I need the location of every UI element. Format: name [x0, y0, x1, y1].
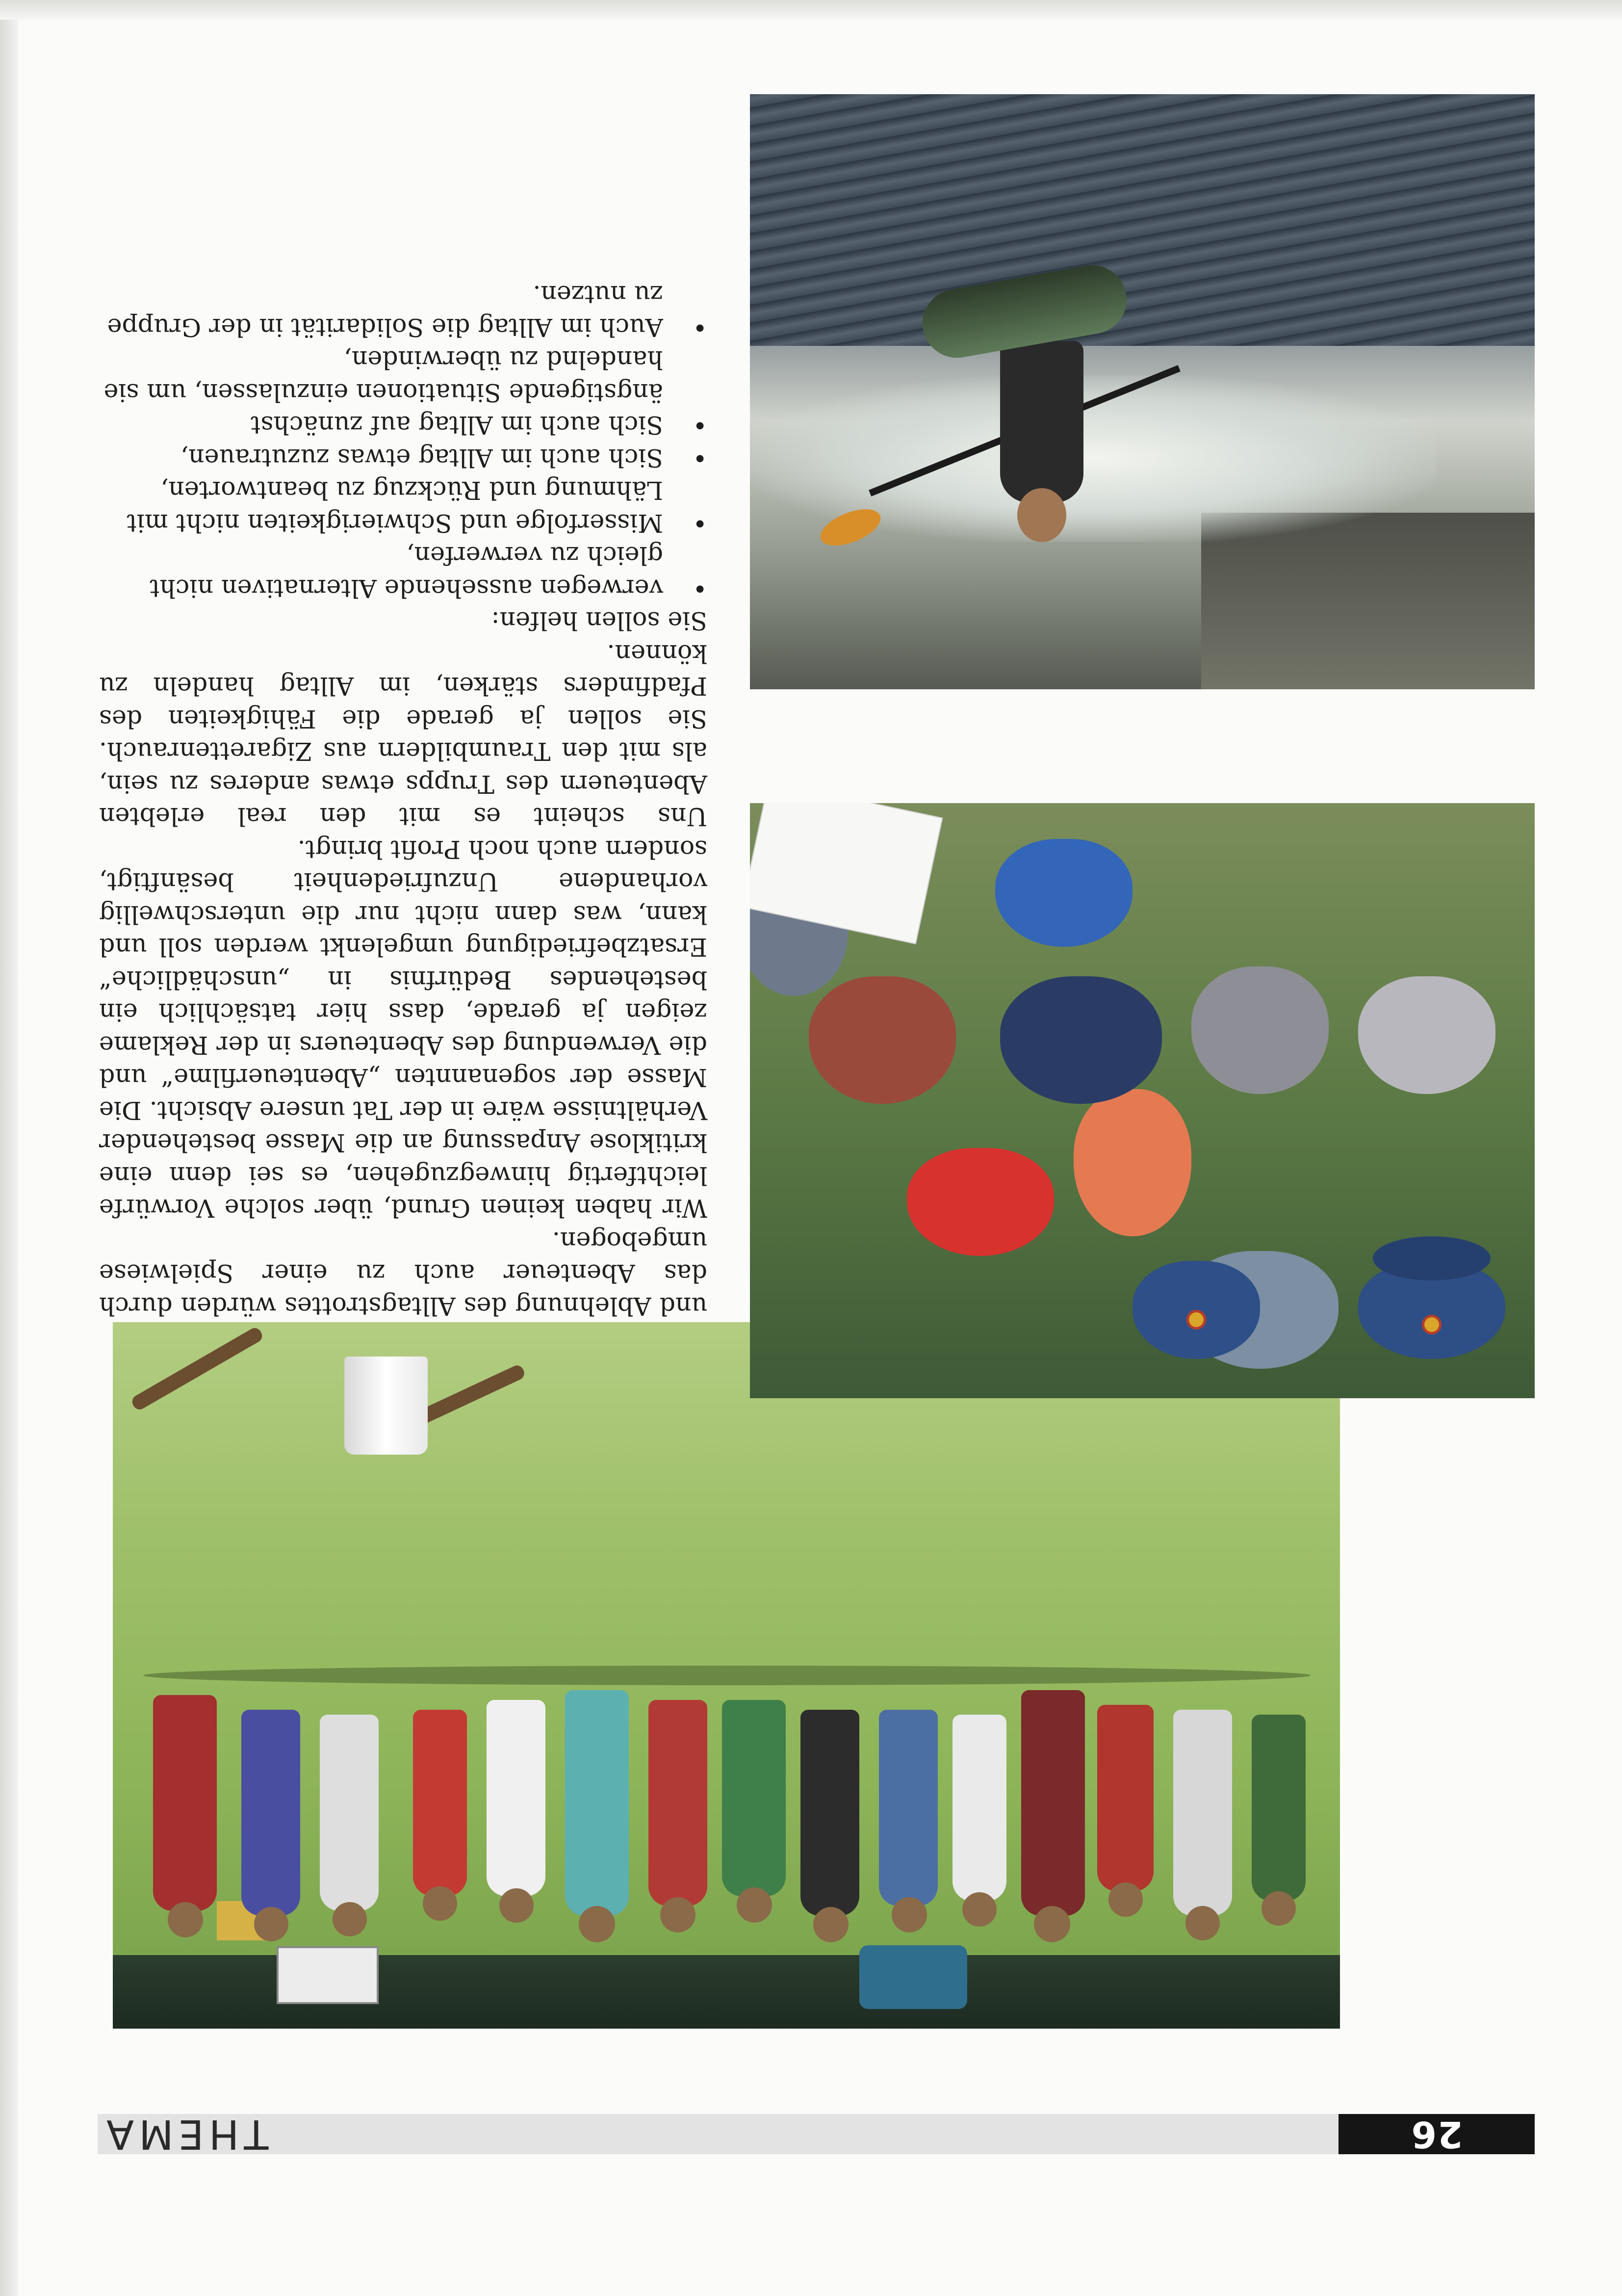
blue-shirt	[995, 839, 1133, 947]
white-bucket	[344, 1357, 428, 1455]
list-item: • Sich auch im Alltag etwas zuzutrauen,	[99, 442, 707, 474]
grey-hat	[1191, 966, 1329, 1094]
person	[648, 1700, 707, 1906]
person	[413, 1710, 467, 1896]
person	[879, 1710, 938, 1906]
orange-cap	[1074, 1089, 1191, 1236]
cap-brim	[1373, 1236, 1491, 1280]
person-head	[168, 1902, 203, 1937]
person	[565, 1690, 629, 1916]
scan-edge	[0, 0, 18, 2296]
person-head	[1034, 1906, 1070, 1942]
person-head	[737, 1887, 772, 1923]
parked-van	[859, 1945, 967, 2009]
paragraph: Sie sollen helfen:	[491, 606, 707, 636]
paragraph: Wir haben keinen Grund, über solche Vorwürfe leichtfertig hinwegzugehen, es sei denn eine kritiklose Anpassung an die Masse bestehender Verhältnisse wäre in der Tat unsere Absicht. Die Masse der sogenannten „Abenteuerfilme“ und die Verwendung des Abenteuers in der Reklame zeigen ja gerade, dass hier tatsächlich ein bestehendes Bedürfnis in „unschädliche“ Ersatzbefriedigung umgelenkt werden soll und kann, was dann nicht nur die unterschwellig vorhandene Unzufriedenheit besänftigt, sondern auch noch Profit bringt.	[99, 835, 707, 1223]
river-water	[750, 94, 1535, 346]
list-item: • Auch im Alltag die Solidarität in der Gruppe zu nutzen.	[99, 278, 707, 343]
person-head	[1185, 1906, 1220, 1940]
person-head	[1262, 1891, 1296, 1926]
person-head	[499, 1888, 534, 1923]
person-head	[892, 1897, 927, 1932]
person	[153, 1695, 217, 1911]
person-head	[962, 1892, 997, 1927]
ground-shadow	[143, 1666, 1311, 1685]
photo-kayak-weir	[750, 94, 1535, 689]
navy-cap	[1000, 976, 1162, 1104]
person-head	[813, 1907, 849, 1942]
kayaker-head	[1017, 488, 1066, 542]
scout-emblem-icon	[1422, 1315, 1442, 1334]
person	[320, 1715, 379, 1911]
scout-emblem-icon	[1186, 1310, 1206, 1330]
photo-kids-with-caps	[750, 803, 1535, 1398]
person	[953, 1715, 1006, 1901]
person	[722, 1700, 786, 1896]
person	[1173, 1710, 1232, 1916]
scan-edge	[0, 0, 1622, 20]
grey-hat	[1358, 976, 1495, 1094]
person	[1252, 1715, 1306, 1901]
person-head	[254, 1907, 288, 1941]
person	[1021, 1690, 1085, 1916]
person	[1097, 1705, 1154, 1891]
person-head	[579, 1906, 615, 1942]
child-hair	[809, 976, 956, 1104]
photo-group-meadow	[113, 1322, 1340, 2029]
person-head	[660, 1897, 695, 1932]
bullet-list	[99, 278, 707, 604]
person-head	[333, 1902, 367, 1936]
page-header	[98, 2111, 1535, 2158]
paragraph: Uns scheint es mit den real erlebten Abenteuern des Trupps etwas anderes zu sein, als mit den Traumbildern aus Zigarettenrauch. Sie sollen ja gerade die Fähigkeiten des Pfadfinders stärken, im Alltag handeln zu können.	[99, 639, 707, 832]
page-number: 26	[1410, 2113, 1463, 2155]
roadside-sign	[277, 1946, 379, 2004]
section-title: THEMA	[102, 2111, 269, 2158]
wooden-log	[130, 1326, 265, 1412]
list-item: • Sich auch im Alltag auf zunächst ängstigende Situationen einzulassen, um sie handelnd zu überwinden,	[99, 343, 707, 442]
red-cap	[907, 1148, 1054, 1256]
person	[487, 1700, 545, 1896]
list-item: • Misserfolge und Schwierigkeiten nicht mit Lähmung und Rückzug zu beantworten,	[99, 474, 707, 539]
list-item: • verwegen aussehende Alternativen nicht gleich zu verwerfen,	[99, 539, 707, 604]
person-head	[1108, 1882, 1143, 1917]
person-head	[423, 1886, 457, 1921]
article-text	[99, 278, 707, 1322]
person	[800, 1710, 859, 1916]
paragraph: und Ablehnung des Alltagstrottes würden durch das Abenteuer auch zu einer Spielwiese umgebogen.	[99, 1226, 707, 1321]
page-number-box	[1339, 2114, 1535, 2154]
person	[241, 1710, 300, 1916]
kayaker	[1000, 341, 1083, 503]
